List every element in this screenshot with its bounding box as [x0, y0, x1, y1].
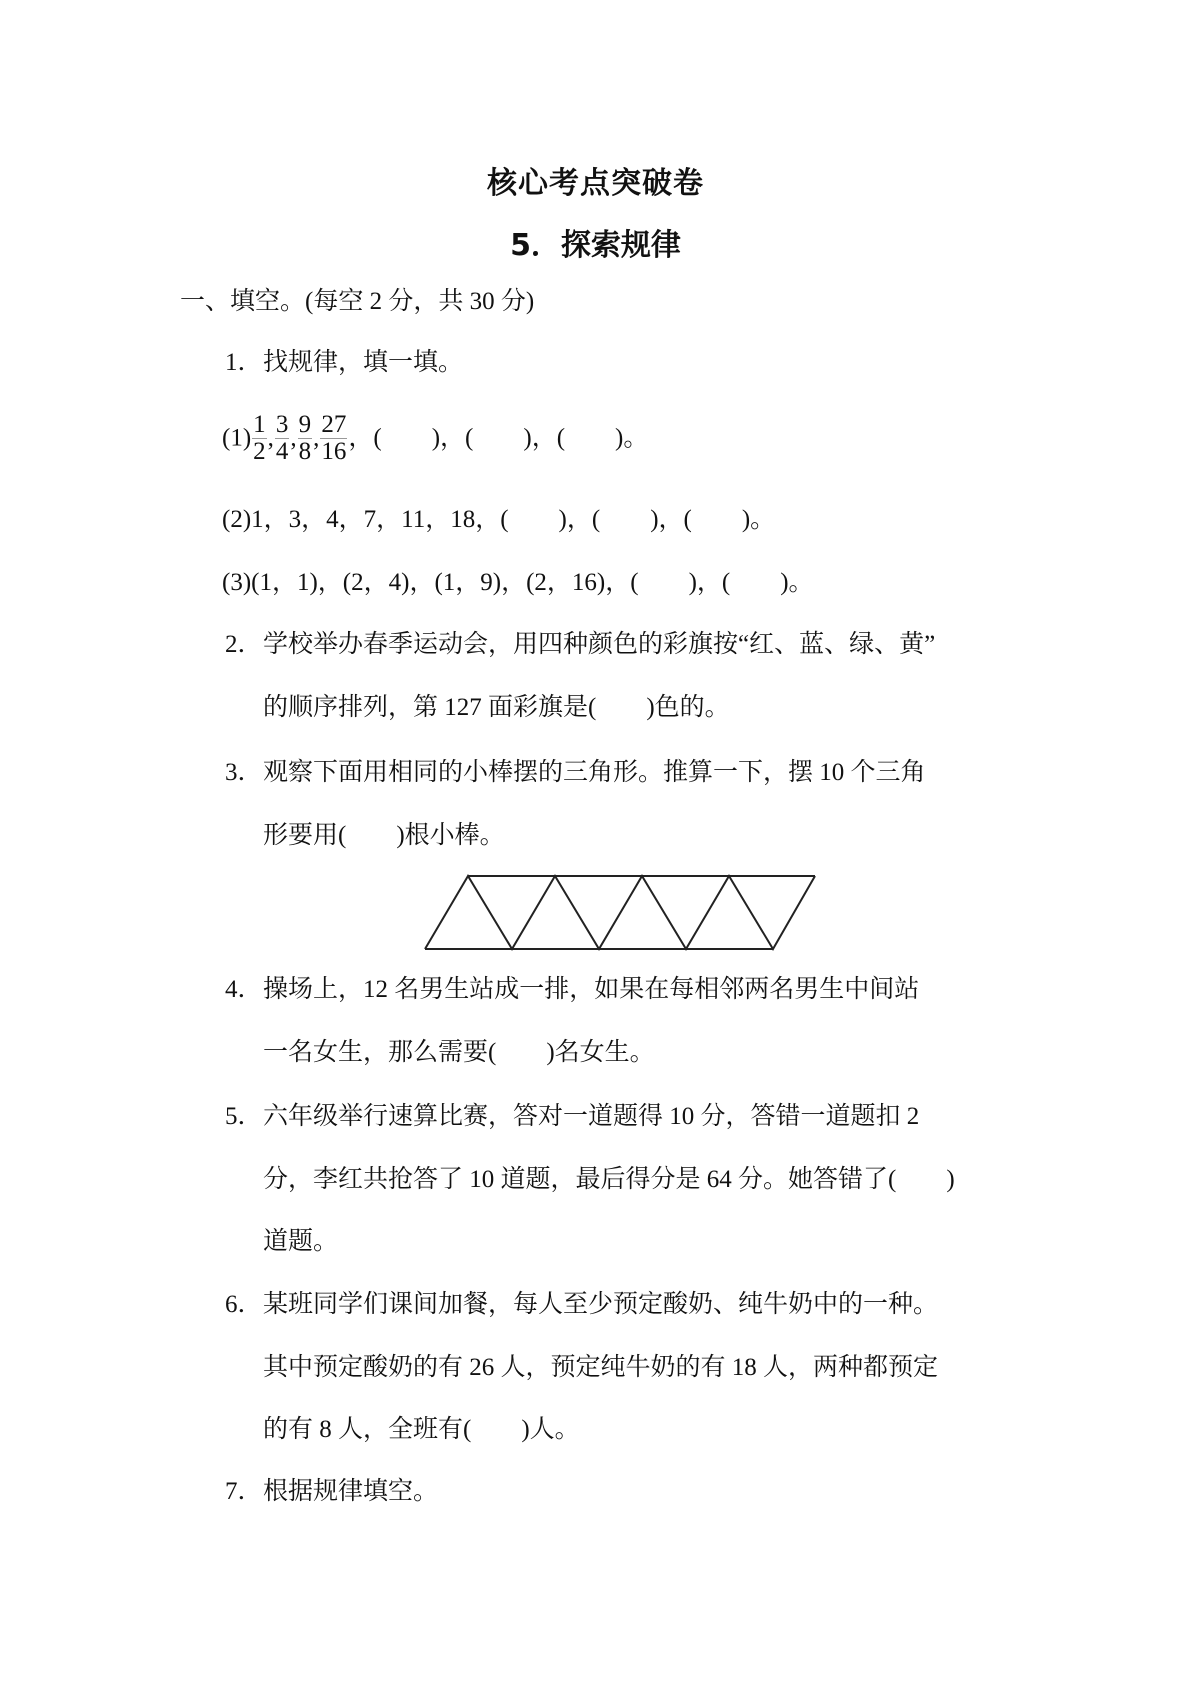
- document-title: 核心考点突破卷: [487, 166, 704, 201]
- question-5: [225, 1102, 919, 1132]
- question-text-line-1: 某班同学们课间加餐，每人至少预定酸奶、纯牛奶中的一种。: [263, 1291, 939, 1318]
- question-5-line-3: 道题。: [263, 1228, 339, 1255]
- question-number: 7．: [225, 1478, 263, 1505]
- question-2-line-2[interactable]: 的顺序排列，第 127 面彩旗是( )色的。: [263, 694, 730, 721]
- triangle-sticks-figure: [420, 870, 825, 960]
- question-text-line-1: 学校举办春季运动会，用四种颜色的彩旗按“红、蓝、绿、黄”: [263, 631, 936, 658]
- fraction: $\frac{27}{16}$: [321, 411, 347, 465]
- question-number: 5．: [225, 1103, 263, 1130]
- question-5-line-2[interactable]: 分，李红共抢答了 10 道题，最后得分是 64 分。她答错了( ): [263, 1166, 955, 1193]
- question-7: [225, 1477, 438, 1507]
- answer-blanks[interactable]: ，( )，( )，( )。: [348, 424, 649, 452]
- question-number: 2．: [225, 631, 263, 658]
- question-2: [225, 630, 935, 660]
- question-number: 4．: [225, 976, 263, 1003]
- question-1-sub-3[interactable]: (3)(1，1)，(2，4)，(1，9)，(2，16)，( )，( )。: [222, 569, 814, 596]
- question-6-line-3[interactable]: 的有 8 人，全班有( )人。: [263, 1416, 580, 1443]
- fraction: $\frac{3}{4}$: [275, 411, 289, 465]
- question-number: 1．: [225, 349, 263, 376]
- sub-label: (1): [222, 424, 252, 452]
- question-text-line-1: 六年级举行速算比赛，答对一道题得 10 分，答错一道题扣 2: [263, 1103, 920, 1130]
- question-1-sub-1: (1) $\frac{1}{2}$ , $\frac{3}{4}$ , $\frac{9}{8}$ , $\frac{27}{16}$ ，( )，( )，( )。: [222, 411, 649, 465]
- question-text-line-1: 观察下面用相同的小棒摆的三角形。推算一下，摆 10 个三角: [263, 759, 926, 786]
- question-text: 根据规律填空。: [263, 1478, 439, 1505]
- question-3: [225, 758, 926, 788]
- question-number: 6．: [225, 1291, 263, 1318]
- question-text-line-1: 操场上，12 名男生站成一排，如果在每相邻两名男生中间站: [263, 976, 920, 1003]
- question-4-line-2[interactable]: 一名女生，那么需要( )名女生。: [263, 1039, 655, 1066]
- question-4: [225, 975, 919, 1005]
- question-1-sub-2[interactable]: (2)1，3，4，7，11，18，( )，( )，( )。: [222, 506, 776, 533]
- document-subtitle: 5．探索规律: [510, 228, 681, 263]
- fraction: $\frac{1}{2}$: [253, 411, 266, 465]
- question-text: 找规律，填一填。: [263, 349, 464, 376]
- question-6: [225, 1290, 938, 1320]
- question-6-line-2: 其中预定酸奶的有 26 人，预定纯牛奶的有 18 人，两种都预定: [263, 1354, 939, 1381]
- section-heading: 一、填空。(每空 2 分，共 30 分): [180, 288, 535, 315]
- question-1: [225, 348, 463, 378]
- fraction: $\frac{9}{8}$: [298, 411, 312, 465]
- question-number: 3．: [225, 759, 263, 786]
- question-3-line-2[interactable]: 形要用( )根小棒。: [263, 822, 505, 849]
